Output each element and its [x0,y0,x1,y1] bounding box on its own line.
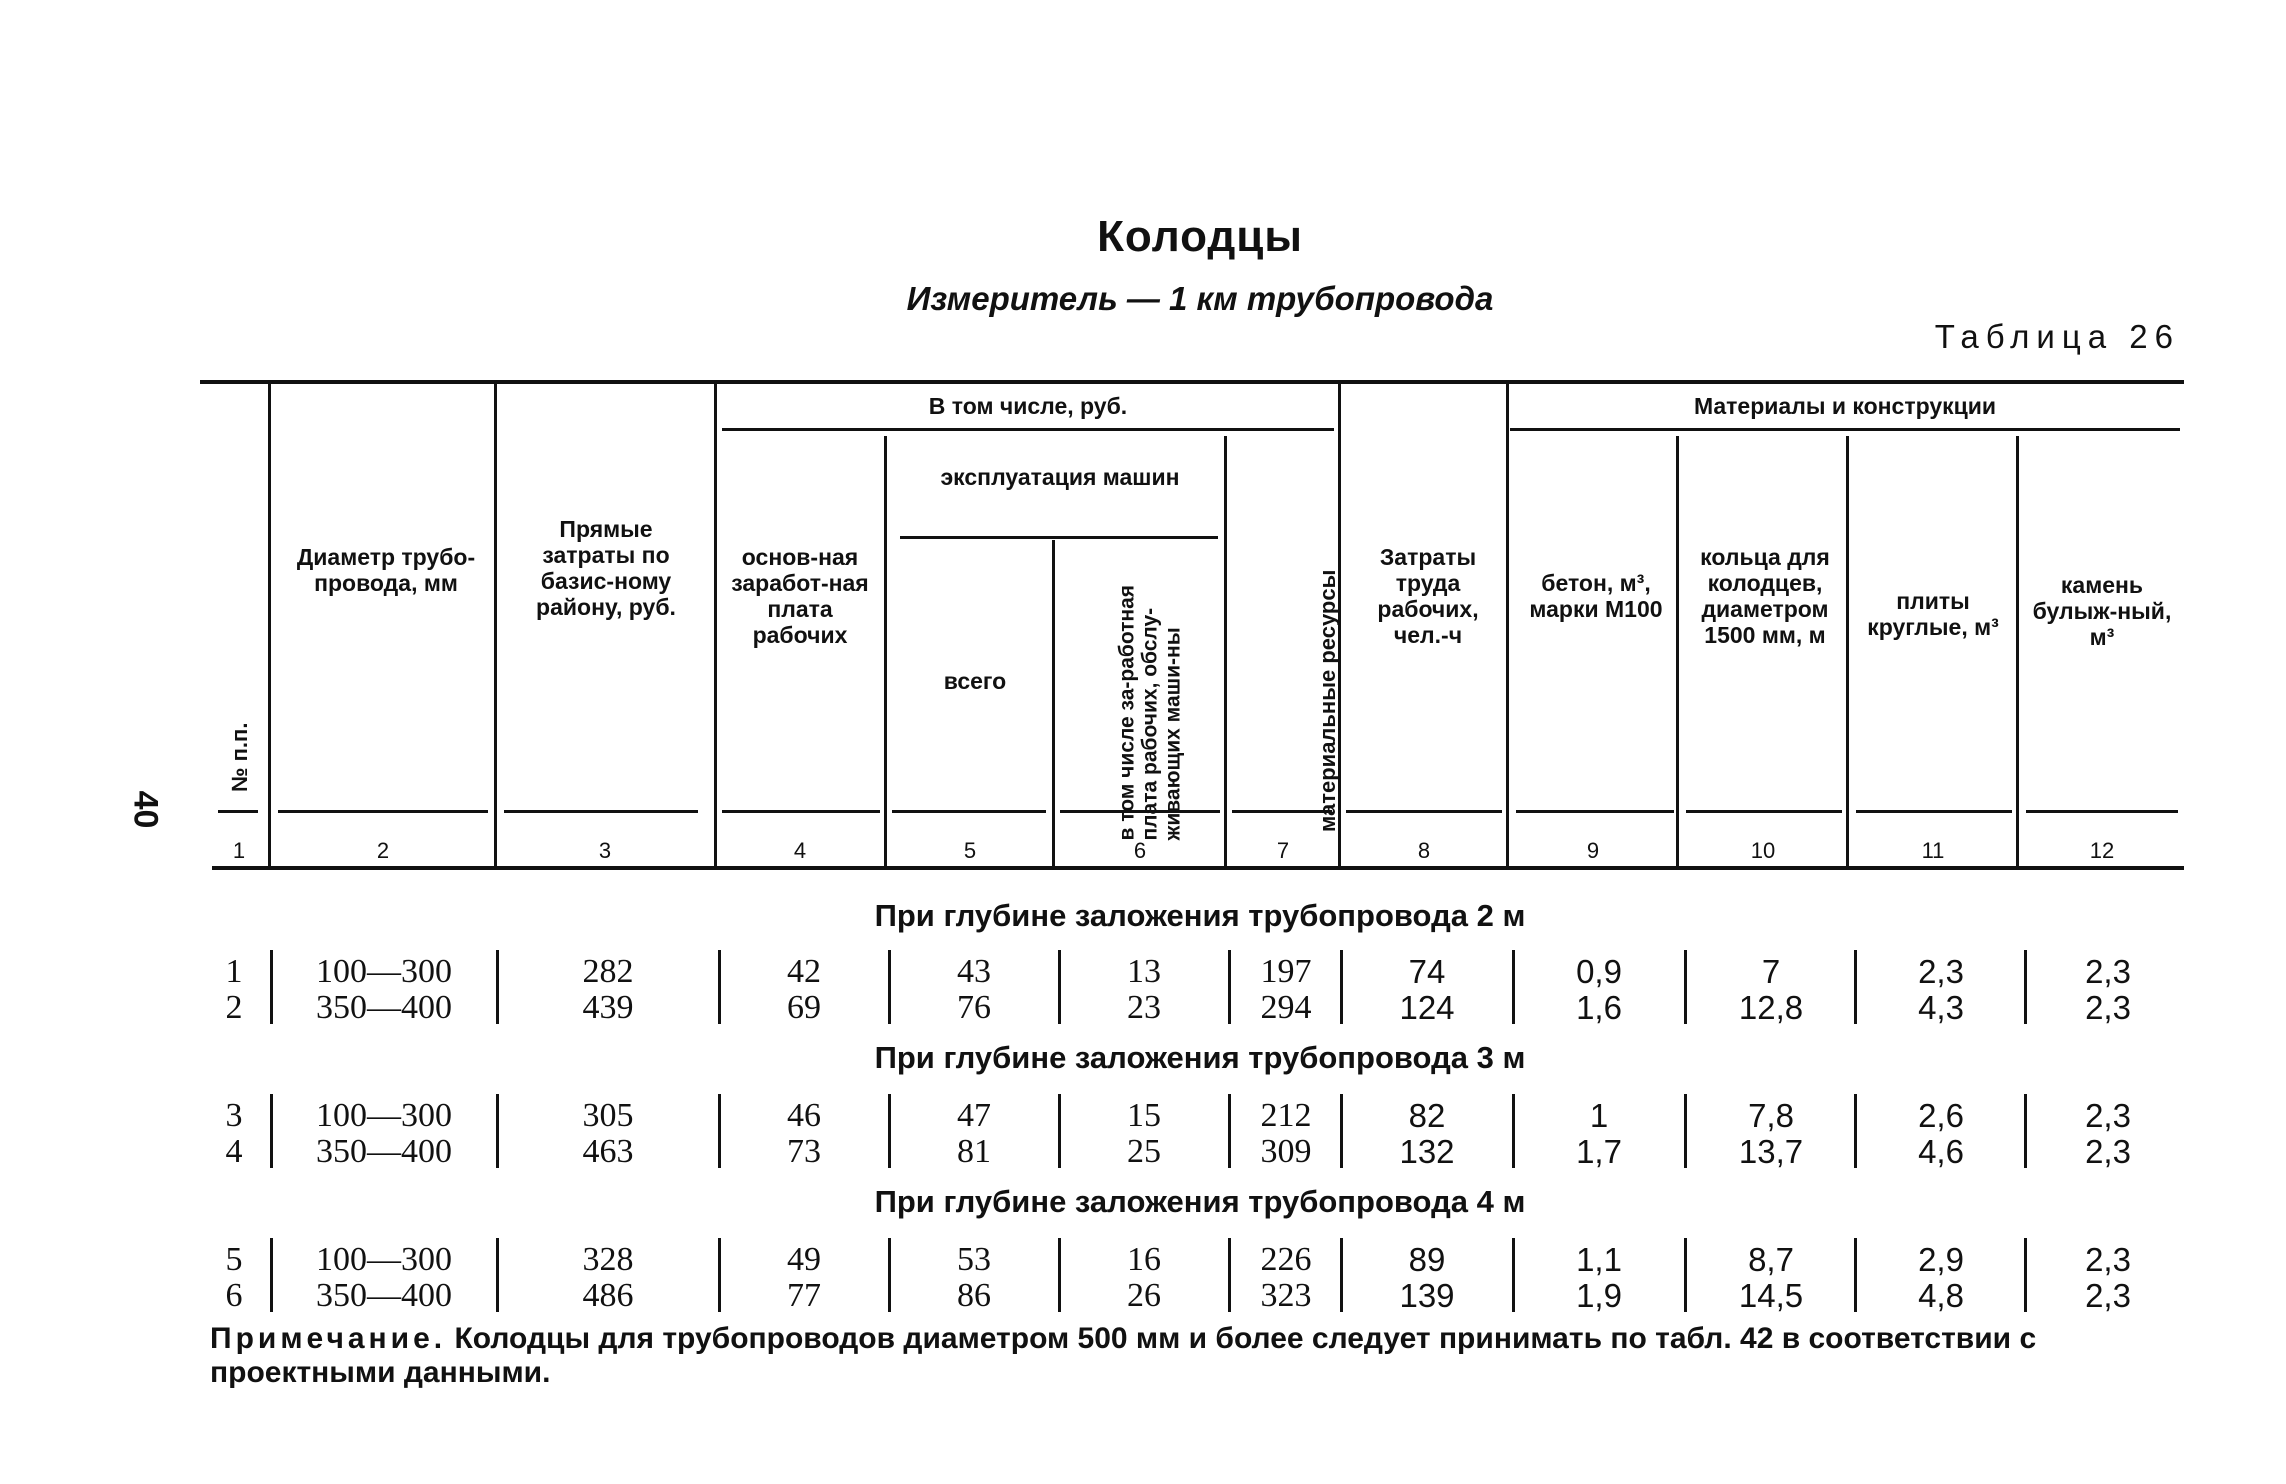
page-subtitle: Измеритель — 1 км трубопровода [906,280,1494,317]
header-concrete: бетон, м³, марки М100 [1529,570,1663,622]
table-cell: 350—400 [316,989,452,1026]
table-cell: 1,6 [1576,989,1622,1026]
table-cell: 13,7 [1738,1133,1804,1170]
table-cell: 1 [1589,1097,1609,1134]
table-cell: 76 [957,989,991,1026]
column-number: 1 [232,838,246,863]
table-cell: 124 [1399,989,1455,1026]
table-cell: 1,1 [1576,1241,1622,1278]
column-number: 9 [1586,838,1600,863]
table-cell: 4,8 [1918,1277,1964,1314]
table-cell: 4,6 [1918,1133,1964,1170]
table-cell: 0,9 [1576,953,1622,990]
table-cell: 86 [957,1277,991,1314]
table-cell: 100—300 [316,1097,452,1134]
table-cell: 49 [787,1241,821,1278]
table-cell: 6 [225,1277,243,1314]
table-cell: 1 [225,953,243,990]
table-cell: 100—300 [316,953,452,990]
table-cell: 13 [1127,953,1161,990]
table-cell: 2,3 [2085,1097,2131,1134]
table-cell: 463 [582,1133,634,1170]
table-cell: 2,3 [2085,989,2131,1026]
header-direct-costs: Прямые затраты по базис-ному району, руб. [536,516,676,620]
table-cell: 2,6 [1918,1097,1964,1134]
table-cell: 74 [1408,953,1446,990]
header-group-materials: Материалы и конструкции [1693,393,1997,419]
table-cell: 294 [1260,989,1312,1026]
table-cell: 309 [1260,1133,1312,1170]
machines-group-rule [900,536,1218,539]
table-cell: 2,3 [2085,1133,2131,1170]
table-label: Таблица 26 [1934,318,2180,355]
table-cell: 305 [582,1097,634,1134]
section-label-3m: При глубине заложения трубопровода 3 м [874,1040,1526,1075]
table-cell: 77 [787,1277,821,1314]
header-bottom-rule [212,866,2184,870]
header-machines-total: всего [943,668,1007,694]
table-cell: 2,3 [2085,953,2131,990]
header-top-rule [200,380,2184,384]
page-number: 40 [126,790,165,829]
note-lead: Примечание. [210,1322,447,1355]
header-cobblestone: камень булыж-ный, м³ [2032,572,2172,650]
table-cell: 7 [1761,953,1781,990]
table-cell: 12,8 [1738,989,1804,1026]
table-cell: 197 [1260,953,1312,990]
table-cell: 14,5 [1738,1277,1804,1314]
group-materials-rule [1510,428,2180,431]
column-number: 7 [1276,838,1290,863]
table-cell: 350—400 [316,1277,452,1314]
column-number: 4 [793,838,807,863]
table-cell: 89 [1408,1241,1446,1278]
table-cell: 16 [1127,1241,1161,1278]
header-row-number: № п.п. [227,722,252,792]
table-cell: 26 [1127,1277,1161,1314]
column-number: 12 [2089,838,2115,863]
table-cell: 3 [225,1097,243,1134]
table-cell: 328 [582,1241,634,1278]
column-number: 5 [963,838,977,863]
table-cell: 7,8 [1748,1097,1794,1134]
table-cell: 282 [582,953,634,990]
table-cell: 350—400 [316,1133,452,1170]
table-cell: 1,7 [1576,1133,1622,1170]
section-label-2m: При глубине заложения трубопровода 2 м [874,898,1526,933]
table-cell: 132 [1399,1133,1455,1170]
table-cell: 81 [957,1133,991,1170]
header-diameter: Диаметр трубо-провода, мм [296,544,476,596]
column-number: 8 [1417,838,1431,863]
column-number: 3 [598,838,612,863]
table-cell: 4,3 [1918,989,1964,1026]
header-round-slabs: плиты круглые, м³ [1867,588,1999,640]
table-cell: 5 [225,1241,243,1278]
column-number: 11 [1921,838,1945,863]
table-cell: 2,3 [2085,1277,2131,1314]
table-cell: 15 [1127,1097,1161,1134]
table-cell: 323 [1260,1277,1312,1314]
table-cell: 69 [787,989,821,1026]
table-cell: 4 [225,1133,243,1170]
header-machines-wage: в том числе за-работная плата рабочих, обслу-живающих маши-ны [1115,584,1185,841]
table-cell: 2 [225,989,243,1026]
table-cell: 100—300 [316,1241,452,1278]
header-group-rub: В том числе, руб. [928,393,1128,419]
header-labor-costs: Затраты труда рабочих, чел.-ч [1377,544,1479,648]
column-number: 10 [1750,838,1776,863]
table-cell: 8,7 [1748,1241,1794,1278]
column-number: 6 [1133,838,1147,863]
table-cell: 226 [1260,1241,1312,1278]
table-cell: 25 [1127,1133,1161,1170]
table-cell: 1,9 [1576,1277,1622,1314]
section-label-4m: При глубине заложения трубопровода 4 м [874,1184,1526,1219]
group-rub-rule [722,428,1334,431]
header-base-wage: основ-ная заработ-ная плата рабочих [731,544,869,648]
table-cell: 46 [787,1097,821,1134]
table-cell: 47 [957,1097,991,1134]
table-cell: 2,3 [2085,1241,2131,1278]
table-cell: 486 [582,1277,634,1314]
header-rings: кольца для колодцев, диаметром 1500 мм, м [1700,544,1830,648]
table-cell: 23 [1127,989,1161,1026]
table-note [210,1322,2190,1390]
note-text: Колодцы для трубопроводов диаметром 500 мм и более следует принимать по табл. 42 в соответствии с проектными данными. [210,1322,2037,1389]
header-machines-group: эксплуатация машин [940,464,1180,490]
column-number: 2 [376,838,390,863]
table-cell: 73 [787,1133,821,1170]
table-cell: 439 [582,989,634,1026]
header-material-resources: материальные ресурсы [1315,569,1340,832]
table-cell: 212 [1260,1097,1312,1134]
table-cell: 82 [1408,1097,1446,1134]
table-cell: 43 [957,953,991,990]
table-cell: 2,3 [1918,953,1964,990]
page-title: Колодцы [1097,212,1303,261]
table-cell: 139 [1399,1277,1455,1314]
table-cell: 2,9 [1918,1241,1964,1278]
table-cell: 53 [957,1241,991,1278]
table-cell: 42 [787,953,821,990]
